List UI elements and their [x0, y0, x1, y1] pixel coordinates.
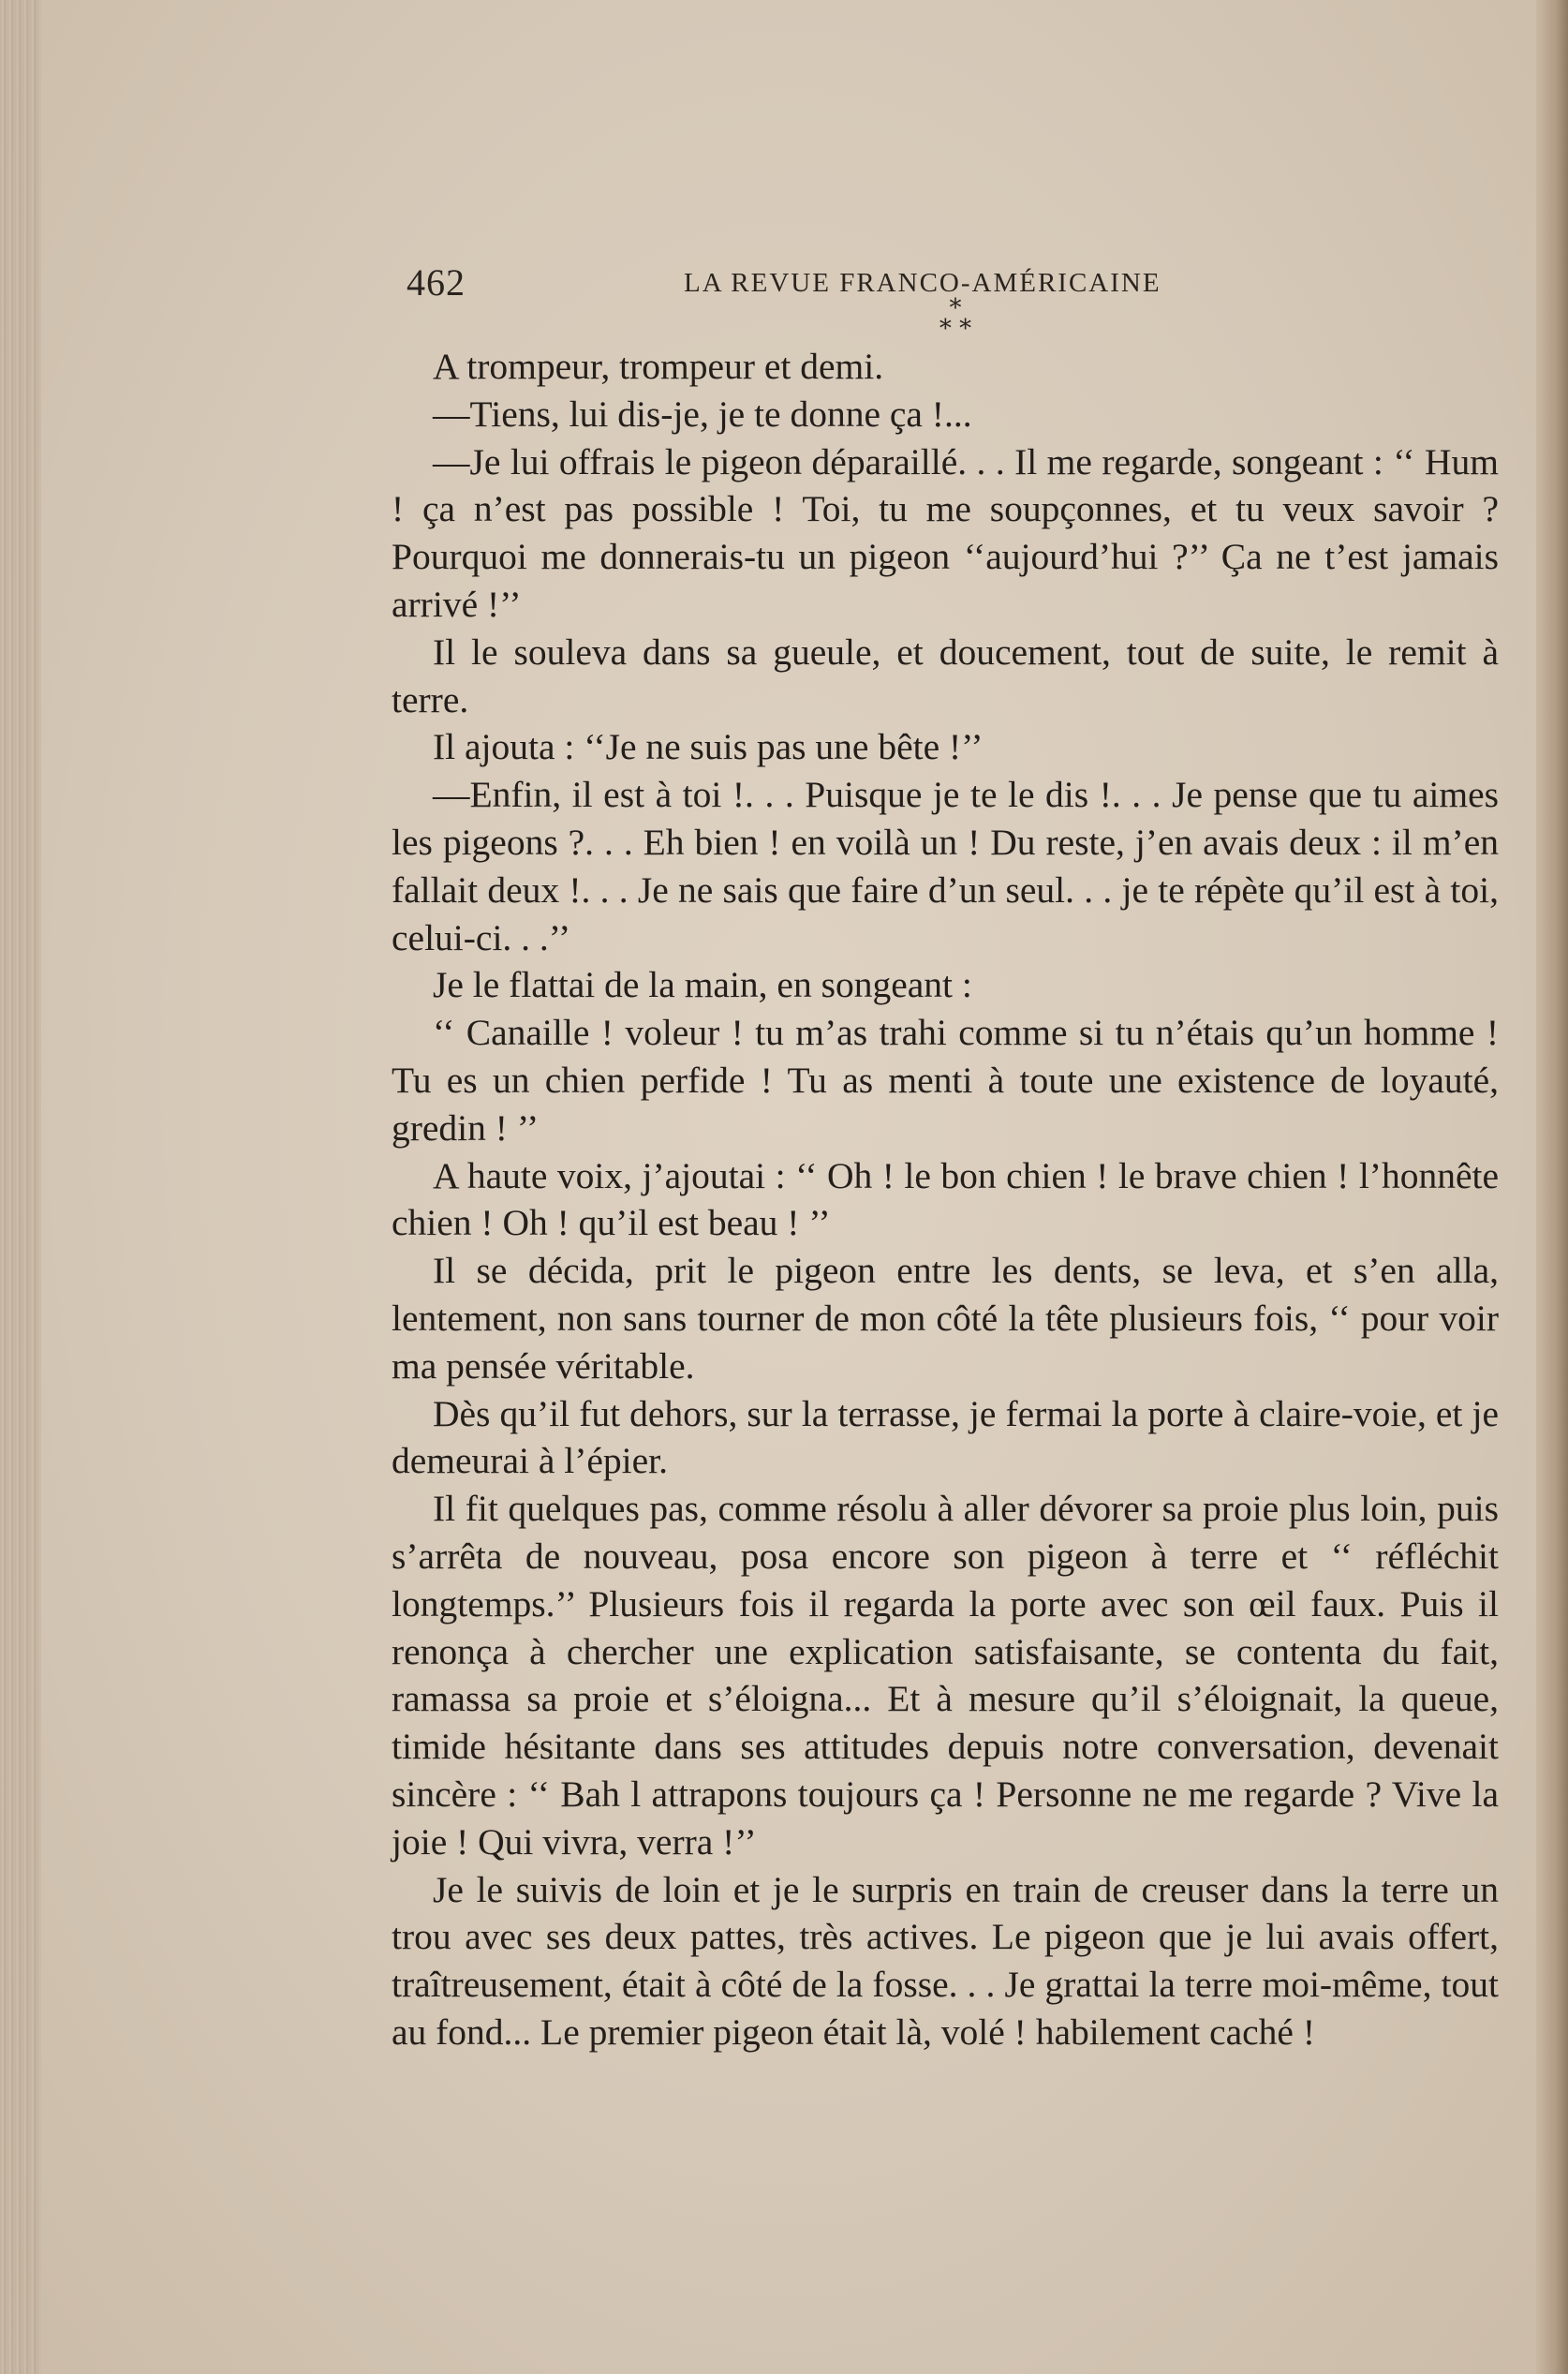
paragraph: —Tiens, lui dis-je, je te donne ça !... [433, 393, 972, 435]
page-stack-edge-left [0, 0, 41, 2374]
paragraph: Il ajouta : ‘‘Je ne suis pas une bête !’’ [433, 726, 984, 768]
paragraph: A haute voix, j’ajoutai : ‘‘ Oh ! le bon chien ! le brave chien ! l’honnête chien ! Oh ! qu’il est beau ! ’’ [392, 1154, 1499, 1244]
paragraph: Il se décida, prit le pigeon entre les dents, se leva, et s’en alla, lentement, non sans tourner de mon côté la tête plusieurs fois, ‘‘ pour voir ma pensée véritable. [392, 1250, 1499, 1387]
page-header [407, 260, 1278, 307]
page-edge-right [1536, 0, 1568, 2374]
page-number: 462 [407, 261, 466, 304]
paragraph: Dès qu’il fut dehors, sur la terrasse, je fermai la porte à claire-voie, et je demeurai à l’épier. [392, 1392, 1499, 1482]
running-title: LA REVUE FRANCO-AMÉRICAINE [684, 268, 1161, 298]
paragraph: —Enfin, il est à toi !. . . Puisque je te le dis !. . . Je pense que tu aimes les pigeons ?. . . Eh bien ! en voilà un ! Du reste, j’en avais deux : il m’en fallait deux !. . . Je ne sais que faire d’un seul. . . je te répète qu’il est à toi, celui-ci. . .’’ [392, 774, 1499, 958]
paragraph: A trompeur, trompeur et demi. [433, 346, 884, 387]
paragraph: —Je lui offrais le pigeon déparaillé. . . Il me regarde, songeant : ‘‘ Hum ! ça n’est pas possible ! Toi, tu me soupçonnes, et tu veux savoir ? Pourquoi me donnerais-tu un pigeon ‘‘aujourd’hui ?’’ Ça ne t’est jamais arrivé !’’ [392, 440, 1499, 625]
paragraph: Il le souleva dans sa gueule, et doucement, tout de suite, le remit à terre. [392, 631, 1499, 720]
paragraph: ‘‘ Canaille ! voleur ! tu m’as trahi comme si tu n’étais qu’un homme ! Tu es un chien perfide ! Tu as menti à toute une existence de loyauté, gredin ! ’’ [392, 1012, 1499, 1149]
paragraph: Je le suivis de loin et je le surpris en train de creuser dans la terre un trou avec ses deux pattes, très actives. Le pigeon que je lui avais offert, traîtreusement, était à côté de la fosse. . . Je grattai la terre moi-même, tout au fond... Le premier pigeon était là, volé ! habilement caché ! [392, 1868, 1499, 2053]
section-break-asterism: * * * [939, 294, 972, 343]
paragraph: Je le flattai de la main, en songeant : [433, 964, 972, 1006]
body-text [392, 343, 1499, 2056]
paragraph: Il fit quelques pas, comme résolu à aller dévorer sa proie plus loin, puis s’arrêta de nouveau, posa encore son pigeon à terre et ‘‘ réfléchit longtemps.’’ Plusieurs fois il regarda la porte avec son œil faux. Puis il renonça à chercher une explication satisfaisante, se contenta du fait, ramassa sa proie et s’éloigna... Et à mesure qu’il s’éloignait, la queue, timide hésitante dans ses attitudes depuis notre conversation, devenait sincère : ‘‘ Bah l attrapons toujours ça ! Personne ne me regarde ? Vive la joie ! Qui vivra, verra !’’ [392, 1488, 1499, 1862]
